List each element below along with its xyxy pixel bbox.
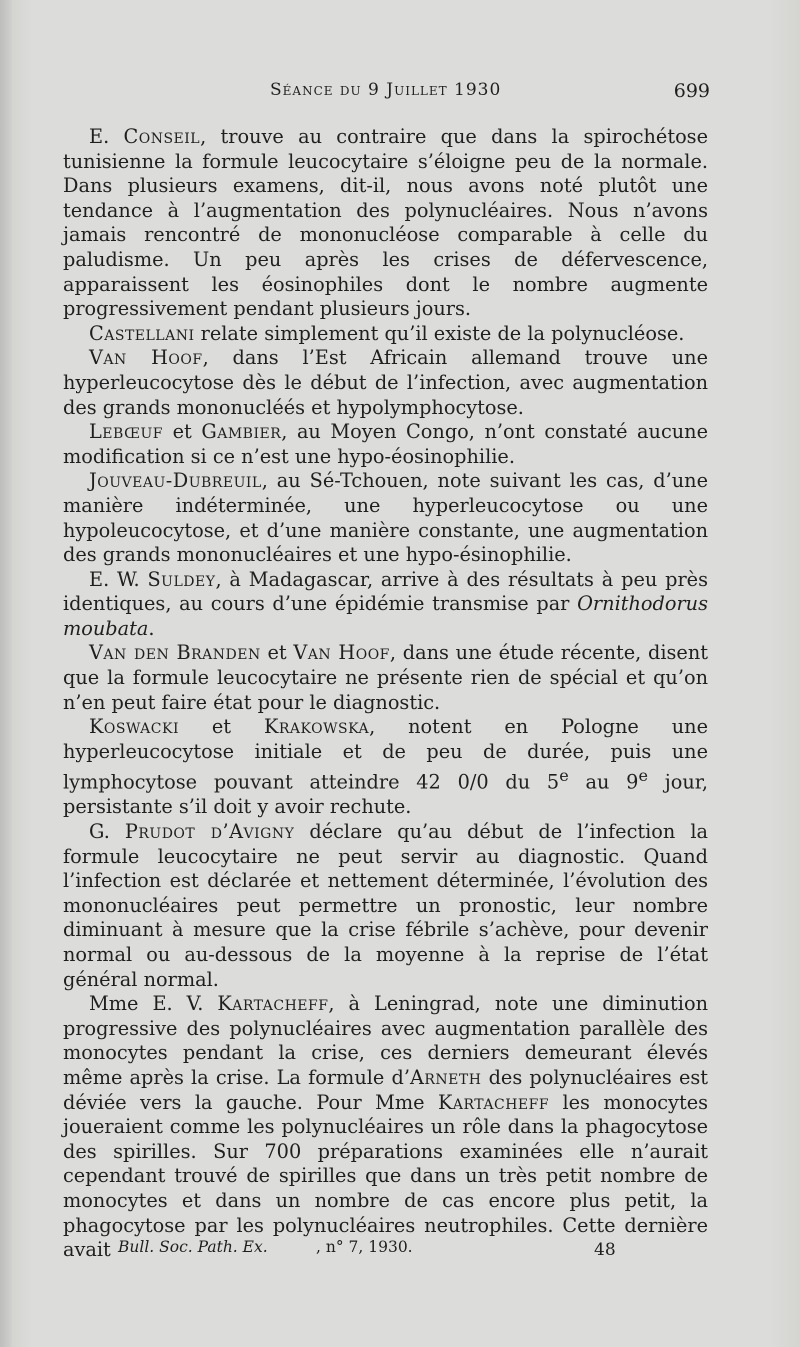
journal-name: Bull. Soc. Path. Ex. (118, 1238, 268, 1256)
paragraph: Lebœuf et Gambier, au Moyen Congo, n’ont constaté aucune modification si ce n’est une hypo-éosinophilie. (63, 420, 709, 468)
body-text (63, 125, 708, 1263)
paragraph: Jouveau-Dubreuil, au Sé-Tchouen, note suivant les cas, d’une manière indéterminée, une hyperleucocytose ou une hypoleucocytose, et d’une manière constante, une augmentation des grands mononucléaires et une hypo-ésinophilie. (63, 469, 708, 567)
superscript: e (638, 766, 648, 786)
author-name: Conseil (123, 125, 201, 148)
author-name: Kartacheff (438, 1090, 550, 1114)
author-name: Van Hoof (89, 346, 203, 370)
species-name: Ornithodorus moubata (63, 592, 708, 640)
paragraph: E. Conseil, trouve au contraire que dans la spirochétose tunisienne la formule leucocytaire s’éloigne peu de la normale. Dans plusieurs examens, dit-il, nous avons noté plutôt une tendance à l’augmentation des polynucléaires. Nous n’avons jamais rencontré de mononucléose comparable à celle du paludisme. Un peu après les crises de défervescence, apparaissent les éosinophiles dont le nombre augmente progressivement pendant plusieurs jours. (63, 125, 708, 321)
running-title: Séance du 9 Juillet 1930 (270, 80, 502, 100)
page-gutter-shadow (0, 0, 12, 1347)
paragraph: Van den Branden et Van Hoof, dans une étude récente, disent que la formule leucocytaire ne présente rien de spécial et qu’on n’en peut faire état pour le diagnostic. (63, 641, 708, 714)
page-number: 699 (673, 80, 710, 102)
paragraph: E. W. Suldey, à Madagascar, arrive à des résultats à peu près identiques, au cours d’une épidémie transmise par Ornithodorus moubata. (63, 567, 708, 640)
superscript: e (559, 766, 569, 786)
author-name: Kartacheff (217, 992, 329, 1016)
author-name: Gambier (201, 420, 282, 444)
author-name: Lebœuf (89, 420, 164, 444)
author-name: Van den Branden (89, 641, 261, 665)
sheet-signature: 48 (594, 1240, 616, 1260)
paragraph: Koswacki et Krakowska, notent en Pologne une hyperleucocytose initiale et de peu de durée, puis une lymphocytose pouvant atteindre 42 0/0 du 5e au 9e jour, persistante s’il doit y avoir rechute. (63, 715, 708, 819)
author-name: Castellani (89, 321, 195, 345)
author-name: Van Hoof (293, 641, 390, 665)
author-name: Suldey (147, 567, 216, 591)
author-name: Jouveau-Dubreuil (89, 469, 262, 493)
author-name: Koswacki (89, 715, 179, 739)
page-footer (118, 1238, 638, 1260)
author-name: Arneth (409, 1065, 482, 1089)
author-name: Krakowska (263, 715, 370, 739)
page-header (270, 80, 710, 108)
journal-issue: , n° 7, 1930. (316, 1238, 413, 1256)
paragraph: Van Hoof, dans l’Est Africain allemand trouve une hyperleucocytose dès le début de l’infection, avec augmentation des grands mononucléés et hypolymphocytose. (63, 346, 708, 419)
author-name: Prudot d’Avigny (124, 820, 295, 844)
paragraph: G. Prudot d’Avigny déclare qu’au début de l’infection la formule leucocytaire ne peut servir au diagnostic. Quand l’infection est déclarée et nettement déterminée, l’évolution des mononucléaires peut permettre un pronostic, leur nombre diminuant à mesure que la crise fébrile s’achève, pour devenir normal ou au-dessous de la moyenne à la reprise de l’état général normal. (63, 820, 709, 991)
paragraph: Castellani relate simplement qu’il existe de la polynucléose. (89, 321, 685, 345)
paragraph: Mme E. V. Kartacheff, à Leningrad, note une diminution progressive des polynucléaires avec augmentation parallèle des monocytes pendant la crise, ces derniers demeurant élevés même après la crise. La formule d’Arneth des polynucléaires est déviée vers la gauche. Pour Mme Kartacheff les monocytes joueraient comme les polynucléaires un rôle dans la phagocytose des spirilles. Sur 700 préparations examinées elle n’aurait cependant trouvé de spirilles que dans un très petit nombre de monocytes et dans un nombre de cas encore plus petit, la phagocytose par les polynucléaires neutrophiles. Cette dernière avait (63, 992, 709, 1262)
